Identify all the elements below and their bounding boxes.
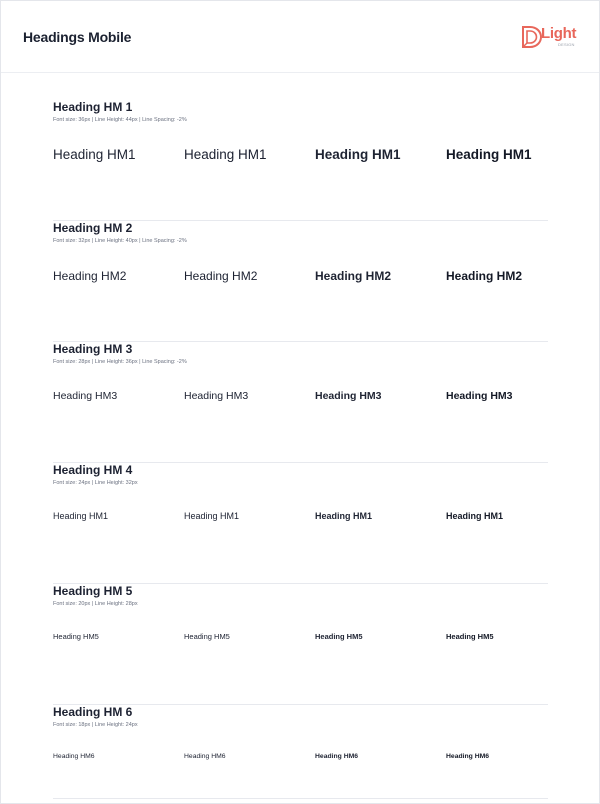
section-title: Heading HM 6 [53,705,133,719]
section-specs: Font size: 32px | Line Height: 40px | Line Spacing: -2% [53,238,187,244]
sample-bold: Heading HM6 [446,753,490,760]
section-title: Heading HM 2 [53,221,133,235]
section-specs: Font size: 24px | Line Height: 32px [53,480,138,486]
sample-regular: Heading HM3 [53,390,118,402]
sample-semibold: Heading HM3 [315,390,382,402]
heading-section-hm1 [53,100,548,221]
heading-section-hm2 [53,221,548,342]
sample-semibold: Heading HM6 [315,753,359,760]
heading-section-hm4 [53,463,548,584]
heading-section-hm3 [53,342,548,463]
sample-regular: Heading HM6 [53,753,95,760]
section-specs: Font size: 36px | Line Height: 44px | Line Spacing: -2% [53,117,187,123]
sample-regular: Heading HM5 [53,632,99,641]
section-specs: Font size: 20px | Line Height: 28px [53,601,138,607]
logo-subtext: DESIGN [558,42,575,47]
page-header [1,1,599,73]
sample-regular: Heading HM1 [53,511,109,521]
logo-text: Light [541,25,577,42]
light-logo[interactable] [521,23,581,51]
sample-semibold: Heading HM5 [315,632,363,641]
section-title: Heading HM 1 [53,100,133,114]
heading-section-hm5 [53,584,548,705]
sample-medium: Heading HM1 [184,147,267,162]
section-title: Heading HM 5 [53,584,133,598]
sample-bold: Heading HM3 [446,390,513,402]
heading-section-hm6 [53,705,548,799]
sample-semibold: Heading HM1 [315,147,401,162]
sample-semibold: Heading HM2 [315,269,392,283]
logo-mark-icon [521,25,543,49]
sample-bold: Heading HM5 [446,632,494,641]
sample-regular: Heading HM1 [53,147,136,162]
sample-medium: Heading HM3 [184,390,249,402]
section-specs: Font size: 18px | Line Height: 24px [53,722,138,728]
sample-semibold: Heading HM1 [315,511,373,521]
page-title: Headings Mobile [23,29,132,45]
section-specs: Font size: 28px | Line Height: 36px | Line Spacing: -2% [53,359,187,365]
sample-regular: Heading HM2 [53,269,127,283]
section-title: Heading HM 4 [53,463,133,477]
sample-bold: Heading HM1 [446,147,532,162]
sample-medium: Heading HM2 [184,269,258,283]
sample-medium: Heading HM1 [184,511,240,521]
sample-medium: Heading HM6 [184,753,226,760]
sample-medium: Heading HM5 [184,632,230,641]
section-title: Heading HM 3 [53,342,133,356]
sample-bold: Heading HM2 [446,269,523,283]
sample-bold: Heading HM1 [446,511,504,521]
